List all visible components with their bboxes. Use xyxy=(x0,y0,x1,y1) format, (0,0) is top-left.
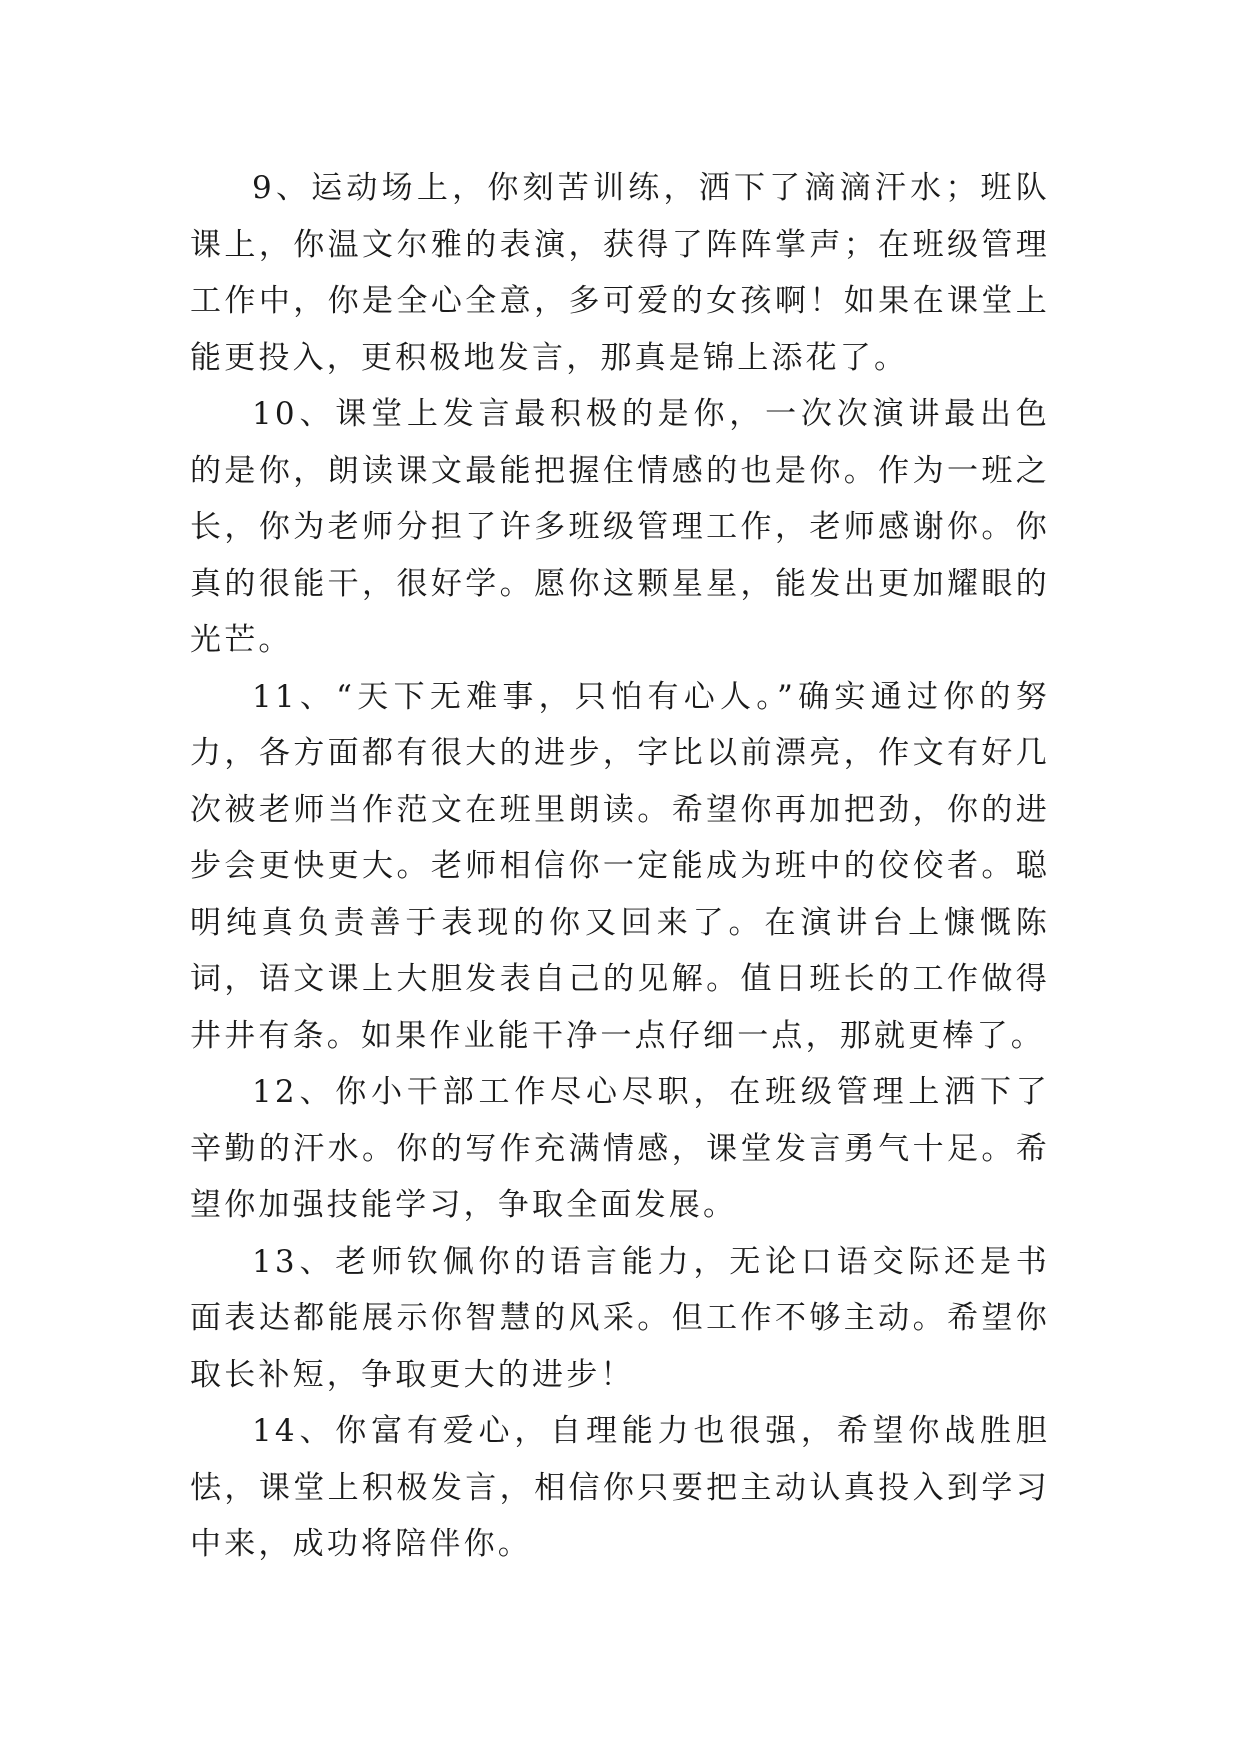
paragraph-9: 9、运动场上，你刻苦训练，洒下了滴滴汗水；班队课上，你温文尔雅的表演，获得了阵阵掌声；在班级管理工作中，你是全心全意，多可爱的女孩啊！如果在课堂上能更投入，更积极地发言，那真是锦上添花了。 xyxy=(190,170,1050,376)
paragraph-11: 11、“天下无难事，只怕有心人。”确实通过你的努力，各方面都有很大的进步，字比以前漂亮，作文有好几次被老师当作范文在班里朗读。希望你再加把劲，你的进步会更快更大。老师相信你一定能成为班中的佼佼者。聪明纯真负责善于表现的你又回来了。在演讲台上慷慨陈词，语文课上大胆发表自己的见解。值日班长的工作做得井井有条。如果作业能干净一点仔细一点，那就更棒了。 xyxy=(190,678,1050,1054)
paragraph-12: 12、你小干部工作尽心尽职，在班级管理上洒下了辛勤的汗水。你的写作充满情感，课堂发言勇气十足。希望你加强技能学习，争取全面发展。 xyxy=(190,1074,1050,1223)
paragraph-14: 14、你富有爱心，自理能力也很强，希望你战胜胆怯，课堂上积极发言，相信你只要把主动认真投入到学习中来，成功将陪伴你。 xyxy=(190,1413,1050,1562)
paragraph-13: 13、老师钦佩你的语言能力，无论口语交际还是书面表达都能展示你智慧的风采。但工作不够主动。希望你取长补短，争取更大的进步！ xyxy=(190,1243,1050,1393)
paragraph-10: 10、课堂上发言最积极的是你，一次次演讲最出色的是你，朗读课文最能把握住情感的也是你。作为一班之长，你为老师分担了许多班级管理工作，老师感谢你。你真的很能干，很好学。愿你这颗星星，能发出更加耀眼的光芒。 xyxy=(190,396,1050,658)
document-body xyxy=(190,160,1050,1573)
